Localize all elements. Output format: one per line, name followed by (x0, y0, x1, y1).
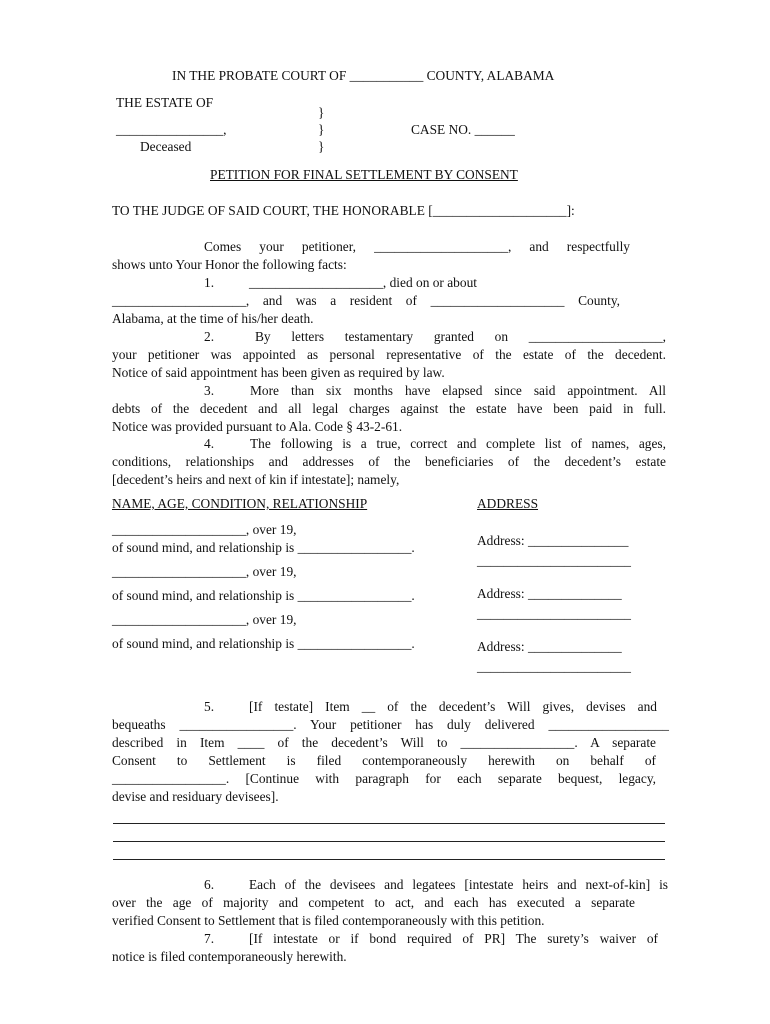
beneficiary-address-line: Address: ______________ (477, 586, 622, 601)
beneficiary-relationship-line: of sound mind, and relationship is _________________. (112, 540, 415, 555)
paragraph-3-line: Notice was provided pursuant to Ala. Code § 43-2-61. (112, 419, 403, 434)
beneficiary-relationship-line: of sound mind, and relationship is _________________. (112, 588, 415, 603)
document-title: PETITION FOR FINAL SETTLEMENT BY CONSENT (210, 167, 518, 182)
paragraph-7-line: [If intestate or if bond required of PR] The surety’s waiver of (249, 931, 658, 946)
paragraph-number: 2. (204, 329, 215, 344)
caption-brace: } (318, 105, 325, 120)
paragraph-6-line: over the age of majority and competent to act, and each has executed a separate (112, 895, 635, 910)
paragraph-2-line: By letters testamentary granted on ____________________, (255, 329, 666, 344)
paragraph-1-line: ____________________, and was a resident of ____________________ County, (112, 293, 620, 308)
paragraph-number: 1. (204, 275, 215, 290)
paragraph-6-line: verified Consent to Settlement that is filed contemporaneously with this petition. (112, 913, 545, 928)
beneficiary-address-line: _______________________ (477, 606, 631, 621)
deceased-label: Deceased (140, 139, 192, 154)
beneficiary-address-line: _______________________ (477, 659, 631, 674)
name-column-header: NAME, AGE, CONDITION, RELATIONSHIP (112, 496, 368, 511)
paragraph-5-line: devise and residuary devisees]. (112, 789, 279, 804)
intro-line: shows unto Your Honor the following facts: (112, 257, 347, 272)
blank-rule-line (113, 823, 665, 824)
paragraph-4-line: [decedent’s heirs and next of kin if intestate]; namely, (112, 472, 400, 487)
beneficiary-name-line: ____________________, over 19, (112, 522, 297, 537)
paragraph-number: 7. (204, 931, 215, 946)
intro-line: Comes your petitioner, ____________________, and respectfully (204, 239, 630, 254)
paragraph-5-line: Consent to Settlement is filed contemporaneously herewith on behalf of (112, 753, 656, 768)
paragraph-number: 6. (204, 877, 215, 892)
beneficiary-address-line: Address: _______________ (477, 533, 629, 548)
case-number: CASE NO. ______ (411, 122, 515, 137)
decedent-name-blank: ________________, (116, 122, 227, 137)
paragraph-number: 3. (204, 383, 215, 398)
paragraph-6-line: Each of the devisees and legatees [intestate heirs and next-of-kin] is (249, 877, 668, 892)
paragraph-3-line: debts of the decedent and all legal charges against the estate have been paid in full. (112, 401, 666, 416)
beneficiary-relationship-line: of sound mind, and relationship is _________________. (112, 636, 415, 651)
paragraph-1-line: Alabama, at the time of his/her death. (112, 311, 314, 326)
blank-rule-line (113, 859, 665, 860)
paragraph-number: 5. (204, 699, 215, 714)
paragraph-4-line: conditions, relationships and addresses of the beneficiaries of the decedent’s estate (112, 454, 666, 469)
paragraph-5-line: bequeaths _________________. Your petitioner has duly delivered __________________ (112, 717, 669, 732)
caption-brace: } (318, 122, 325, 137)
paragraph-4-line: The following is a true, correct and complete list of names, ages, (250, 436, 666, 451)
paragraph-3-line: More than six months have elapsed since said appointment. All (250, 383, 666, 398)
paragraph-1-line: ____________________, died on or about (249, 275, 477, 290)
caption-brace: } (318, 139, 325, 154)
paragraph-number: 4. (204, 436, 215, 451)
beneficiary-address-line: _______________________ (477, 553, 631, 568)
blank-rule-line (113, 841, 665, 842)
paragraph-5-line: [If testate] Item __ of the decedent’s Will gives, devises and (249, 699, 657, 714)
beneficiary-name-line: ____________________, over 19, (112, 612, 297, 627)
paragraph-2-line: Notice of said appointment has been given as required by law. (112, 365, 445, 380)
beneficiary-address-line: Address: ______________ (477, 639, 622, 654)
paragraph-5-line: _________________. [Continue with paragraph for each separate bequest, legacy, (112, 771, 656, 786)
estate-of-label: THE ESTATE OF (116, 95, 214, 110)
paragraph-7-line: notice is filed contemporaneously herewith. (112, 949, 347, 964)
salutation: TO THE JUDGE OF SAID COURT, THE HONORABLE [____________________]: (112, 203, 575, 218)
paragraph-2-line: your petitioner was appointed as personal representative of the estate of the decedent. (112, 347, 666, 362)
court-heading: IN THE PROBATE COURT OF ___________ COUNTY, ALABAMA (172, 68, 555, 83)
address-column-header: ADDRESS (477, 496, 539, 511)
beneficiary-name-line: ____________________, over 19, (112, 564, 297, 579)
paragraph-5-line: described in Item ____ of the decedent’s Will to _________________. A separate (112, 735, 656, 750)
